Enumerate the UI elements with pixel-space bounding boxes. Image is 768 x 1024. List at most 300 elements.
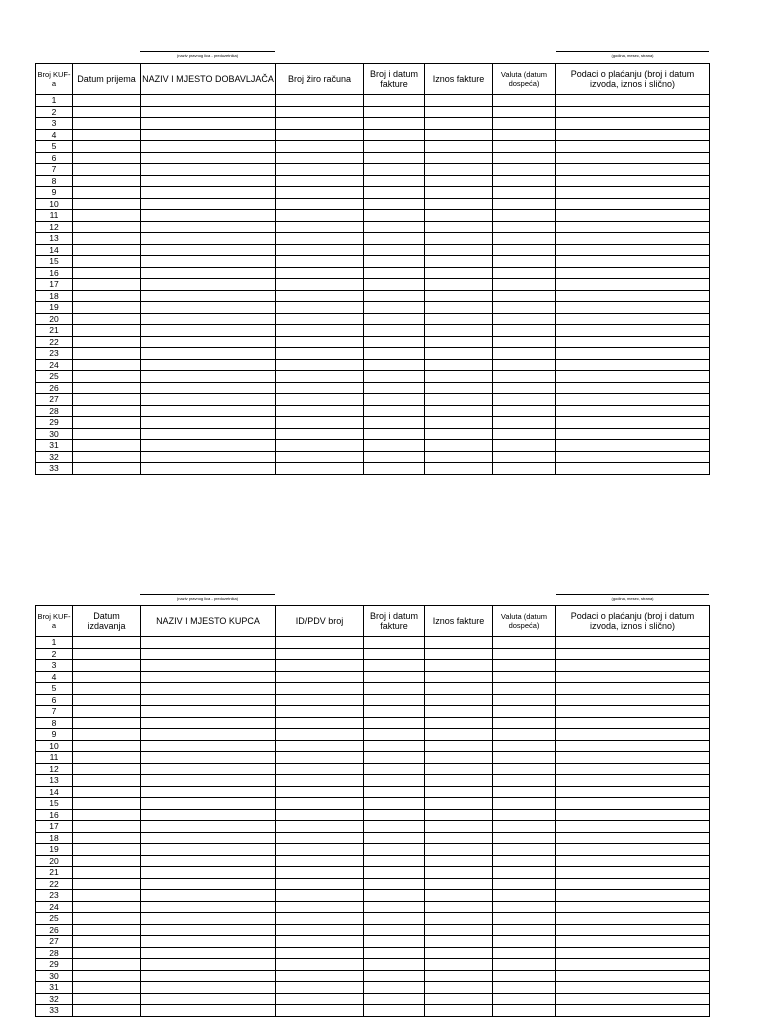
entry-cell[interactable] [493, 164, 556, 176]
entry-cell[interactable] [425, 164, 493, 176]
entry-cell[interactable] [141, 187, 276, 199]
entry-cell[interactable] [364, 993, 425, 1005]
entry-cell[interactable] [493, 821, 556, 833]
entry-cell[interactable] [73, 198, 141, 210]
entry-cell[interactable] [556, 428, 710, 440]
entry-cell[interactable] [364, 164, 425, 176]
entry-cell[interactable] [73, 867, 141, 879]
entry-cell[interactable] [556, 855, 710, 867]
entry-cell[interactable] [425, 947, 493, 959]
entry-cell[interactable] [276, 244, 364, 256]
entry-cell[interactable] [141, 878, 276, 890]
entry-cell[interactable] [276, 164, 364, 176]
entry-cell[interactable] [364, 970, 425, 982]
entry-cell[interactable] [141, 832, 276, 844]
entry-cell[interactable] [556, 336, 710, 348]
entry-cell[interactable] [556, 451, 710, 463]
entry-cell[interactable] [556, 671, 710, 683]
entry-cell[interactable] [493, 221, 556, 233]
entry-cell[interactable] [493, 95, 556, 107]
entry-cell[interactable] [141, 913, 276, 925]
entry-cell[interactable] [73, 175, 141, 187]
entry-cell[interactable] [425, 221, 493, 233]
entry-cell[interactable] [425, 924, 493, 936]
entry-cell[interactable] [276, 221, 364, 233]
entry-cell[interactable] [425, 106, 493, 118]
entry-cell[interactable] [364, 428, 425, 440]
entry-cell[interactable] [493, 417, 556, 429]
entry-cell[interactable] [493, 187, 556, 199]
entry-cell[interactable] [493, 106, 556, 118]
entry-cell[interactable] [556, 95, 710, 107]
entry-cell[interactable] [73, 129, 141, 141]
entry-cell[interactable] [493, 141, 556, 153]
entry-cell[interactable] [364, 855, 425, 867]
entry-cell[interactable] [276, 417, 364, 429]
entry-cell[interactable] [141, 336, 276, 348]
entry-cell[interactable] [141, 729, 276, 741]
entry-cell[interactable] [276, 660, 364, 672]
entry-cell[interactable] [556, 129, 710, 141]
entry-cell[interactable] [73, 348, 141, 360]
entry-cell[interactable] [425, 313, 493, 325]
entry-cell[interactable] [276, 671, 364, 683]
entry-cell[interactable] [425, 336, 493, 348]
entry-cell[interactable] [73, 671, 141, 683]
entry-cell[interactable] [276, 313, 364, 325]
entry-cell[interactable] [364, 740, 425, 752]
entry-cell[interactable] [425, 279, 493, 291]
entry-cell[interactable] [425, 463, 493, 475]
entry-cell[interactable] [73, 336, 141, 348]
entry-cell[interactable] [556, 798, 710, 810]
entry-cell[interactable] [141, 821, 276, 833]
entry-cell[interactable] [364, 394, 425, 406]
entry-cell[interactable] [364, 798, 425, 810]
entry-cell[interactable] [364, 359, 425, 371]
entry-cell[interactable] [556, 325, 710, 337]
entry-cell[interactable] [364, 382, 425, 394]
entry-cell[interactable] [364, 982, 425, 994]
entry-cell[interactable] [141, 936, 276, 948]
entry-cell[interactable] [276, 129, 364, 141]
entry-cell[interactable] [364, 451, 425, 463]
entry-cell[interactable] [493, 405, 556, 417]
entry-cell[interactable] [73, 947, 141, 959]
entry-cell[interactable] [276, 855, 364, 867]
entry-cell[interactable] [425, 129, 493, 141]
entry-cell[interactable] [425, 970, 493, 982]
entry-cell[interactable] [141, 267, 276, 279]
entry-cell[interactable] [556, 832, 710, 844]
entry-cell[interactable] [276, 798, 364, 810]
entry-cell[interactable] [556, 1005, 710, 1017]
entry-cell[interactable] [141, 752, 276, 764]
entry-cell[interactable] [425, 775, 493, 787]
entry-cell[interactable] [556, 740, 710, 752]
entry-cell[interactable] [493, 913, 556, 925]
entry-cell[interactable] [556, 706, 710, 718]
entry-cell[interactable] [73, 187, 141, 199]
entry-cell[interactable] [364, 417, 425, 429]
entry-cell[interactable] [364, 210, 425, 222]
entry-cell[interactable] [493, 451, 556, 463]
entry-cell[interactable] [493, 775, 556, 787]
entry-cell[interactable] [73, 382, 141, 394]
entry-cell[interactable] [276, 290, 364, 302]
entry-cell[interactable] [493, 786, 556, 798]
entry-cell[interactable] [276, 440, 364, 452]
entry-cell[interactable] [276, 867, 364, 879]
entry-cell[interactable] [73, 809, 141, 821]
entry-cell[interactable] [425, 417, 493, 429]
entry-cell[interactable] [276, 451, 364, 463]
entry-cell[interactable] [425, 660, 493, 672]
entry-cell[interactable] [73, 844, 141, 856]
entry-cell[interactable] [556, 786, 710, 798]
entry-cell[interactable] [556, 152, 710, 164]
entry-cell[interactable] [73, 798, 141, 810]
entry-cell[interactable] [493, 428, 556, 440]
entry-cell[interactable] [556, 141, 710, 153]
entry-cell[interactable] [556, 405, 710, 417]
entry-cell[interactable] [73, 290, 141, 302]
entry-cell[interactable] [364, 302, 425, 314]
entry-cell[interactable] [493, 694, 556, 706]
entry-cell[interactable] [425, 890, 493, 902]
entry-cell[interactable] [493, 993, 556, 1005]
entry-cell[interactable] [73, 359, 141, 371]
entry-cell[interactable] [141, 763, 276, 775]
entry-cell[interactable] [425, 152, 493, 164]
entry-cell[interactable] [141, 867, 276, 879]
entry-cell[interactable] [556, 809, 710, 821]
entry-cell[interactable] [141, 198, 276, 210]
entry-cell[interactable] [556, 348, 710, 360]
entry-cell[interactable] [73, 463, 141, 475]
entry-cell[interactable] [276, 175, 364, 187]
entry-cell[interactable] [276, 382, 364, 394]
entry-cell[interactable] [73, 313, 141, 325]
entry-cell[interactable] [364, 106, 425, 118]
entry-cell[interactable] [425, 878, 493, 890]
entry-cell[interactable] [556, 775, 710, 787]
entry-cell[interactable] [141, 279, 276, 291]
entry-cell[interactable] [493, 752, 556, 764]
entry-cell[interactable] [556, 936, 710, 948]
entry-cell[interactable] [276, 1005, 364, 1017]
entry-cell[interactable] [556, 660, 710, 672]
entry-cell[interactable] [425, 706, 493, 718]
entry-cell[interactable] [276, 844, 364, 856]
entry-cell[interactable] [364, 129, 425, 141]
entry-cell[interactable] [364, 671, 425, 683]
entry-cell[interactable] [425, 637, 493, 649]
entry-cell[interactable] [364, 809, 425, 821]
entry-cell[interactable] [556, 970, 710, 982]
entry-cell[interactable] [141, 244, 276, 256]
entry-cell[interactable] [425, 256, 493, 268]
entry-cell[interactable] [73, 302, 141, 314]
entry-cell[interactable] [493, 867, 556, 879]
entry-cell[interactable] [425, 451, 493, 463]
entry-cell[interactable] [141, 798, 276, 810]
entry-cell[interactable] [276, 970, 364, 982]
entry-cell[interactable] [73, 970, 141, 982]
entry-cell[interactable] [141, 740, 276, 752]
entry-cell[interactable] [141, 348, 276, 360]
entry-cell[interactable] [425, 855, 493, 867]
entry-cell[interactable] [276, 786, 364, 798]
entry-cell[interactable] [556, 221, 710, 233]
entry-cell[interactable] [364, 348, 425, 360]
entry-cell[interactable] [276, 233, 364, 245]
entry-cell[interactable] [364, 890, 425, 902]
entry-cell[interactable] [364, 844, 425, 856]
entry-cell[interactable] [73, 901, 141, 913]
entry-cell[interactable] [556, 210, 710, 222]
entry-cell[interactable] [556, 359, 710, 371]
entry-cell[interactable] [364, 244, 425, 256]
entry-cell[interactable] [276, 878, 364, 890]
entry-cell[interactable] [364, 95, 425, 107]
entry-cell[interactable] [73, 440, 141, 452]
entry-cell[interactable] [556, 959, 710, 971]
entry-cell[interactable] [493, 878, 556, 890]
entry-cell[interactable] [425, 371, 493, 383]
entry-cell[interactable] [556, 763, 710, 775]
entry-cell[interactable] [73, 821, 141, 833]
entry-cell[interactable] [141, 382, 276, 394]
entry-cell[interactable] [276, 187, 364, 199]
entry-cell[interactable] [364, 313, 425, 325]
entry-cell[interactable] [493, 256, 556, 268]
entry-cell[interactable] [364, 463, 425, 475]
entry-cell[interactable] [556, 279, 710, 291]
entry-cell[interactable] [141, 325, 276, 337]
entry-cell[interactable] [556, 244, 710, 256]
entry-cell[interactable] [556, 371, 710, 383]
entry-cell[interactable] [493, 671, 556, 683]
entry-cell[interactable] [425, 394, 493, 406]
entry-cell[interactable] [364, 706, 425, 718]
entry-cell[interactable] [493, 394, 556, 406]
entry-cell[interactable] [493, 233, 556, 245]
entry-cell[interactable] [73, 221, 141, 233]
entry-cell[interactable] [493, 648, 556, 660]
entry-cell[interactable] [141, 210, 276, 222]
entry-cell[interactable] [493, 855, 556, 867]
entry-cell[interactable] [556, 118, 710, 130]
entry-cell[interactable] [493, 832, 556, 844]
entry-cell[interactable] [493, 336, 556, 348]
entry-cell[interactable] [493, 798, 556, 810]
entry-cell[interactable] [141, 786, 276, 798]
entry-cell[interactable] [141, 809, 276, 821]
entry-cell[interactable] [276, 267, 364, 279]
entry-cell[interactable] [493, 809, 556, 821]
entry-cell[interactable] [73, 786, 141, 798]
entry-cell[interactable] [141, 175, 276, 187]
entry-cell[interactable] [493, 382, 556, 394]
entry-cell[interactable] [141, 129, 276, 141]
entry-cell[interactable] [425, 405, 493, 417]
entry-cell[interactable] [141, 95, 276, 107]
entry-cell[interactable] [276, 359, 364, 371]
entry-cell[interactable] [141, 359, 276, 371]
entry-cell[interactable] [276, 694, 364, 706]
entry-cell[interactable] [425, 798, 493, 810]
entry-cell[interactable] [425, 210, 493, 222]
entry-cell[interactable] [276, 302, 364, 314]
entry-cell[interactable] [364, 371, 425, 383]
entry-cell[interactable] [73, 959, 141, 971]
entry-cell[interactable] [141, 290, 276, 302]
entry-cell[interactable] [364, 752, 425, 764]
entry-cell[interactable] [364, 279, 425, 291]
entry-cell[interactable] [425, 233, 493, 245]
entry-cell[interactable] [364, 717, 425, 729]
entry-cell[interactable] [556, 821, 710, 833]
entry-cell[interactable] [141, 717, 276, 729]
entry-cell[interactable] [276, 118, 364, 130]
entry-cell[interactable] [364, 290, 425, 302]
entry-cell[interactable] [73, 648, 141, 660]
entry-cell[interactable] [73, 729, 141, 741]
entry-cell[interactable] [493, 683, 556, 695]
entry-cell[interactable] [141, 141, 276, 153]
entry-cell[interactable] [73, 267, 141, 279]
entry-cell[interactable] [364, 1005, 425, 1017]
entry-cell[interactable] [556, 463, 710, 475]
entry-cell[interactable] [493, 844, 556, 856]
entry-cell[interactable] [556, 164, 710, 176]
entry-cell[interactable] [276, 959, 364, 971]
entry-cell[interactable] [364, 648, 425, 660]
entry-cell[interactable] [73, 244, 141, 256]
entry-cell[interactable] [493, 129, 556, 141]
entry-cell[interactable] [73, 936, 141, 948]
entry-cell[interactable] [425, 118, 493, 130]
entry-cell[interactable] [141, 1005, 276, 1017]
entry-cell[interactable] [556, 256, 710, 268]
entry-cell[interactable] [73, 405, 141, 417]
entry-cell[interactable] [141, 901, 276, 913]
entry-cell[interactable] [141, 256, 276, 268]
entry-cell[interactable] [425, 244, 493, 256]
entry-cell[interactable] [141, 993, 276, 1005]
entry-cell[interactable] [364, 959, 425, 971]
entry-cell[interactable] [425, 198, 493, 210]
entry-cell[interactable] [73, 417, 141, 429]
entry-cell[interactable] [73, 118, 141, 130]
entry-cell[interactable] [493, 637, 556, 649]
entry-cell[interactable] [556, 637, 710, 649]
entry-cell[interactable] [556, 290, 710, 302]
entry-cell[interactable] [276, 371, 364, 383]
entry-cell[interactable] [73, 95, 141, 107]
entry-cell[interactable] [73, 210, 141, 222]
entry-cell[interactable] [493, 210, 556, 222]
entry-cell[interactable] [276, 729, 364, 741]
entry-cell[interactable] [493, 371, 556, 383]
entry-cell[interactable] [556, 313, 710, 325]
entry-cell[interactable] [73, 106, 141, 118]
entry-cell[interactable] [276, 256, 364, 268]
entry-cell[interactable] [276, 141, 364, 153]
entry-cell[interactable] [73, 752, 141, 764]
entry-cell[interactable] [493, 763, 556, 775]
entry-cell[interactable] [73, 637, 141, 649]
entry-cell[interactable] [276, 106, 364, 118]
entry-cell[interactable] [425, 867, 493, 879]
entry-cell[interactable] [141, 440, 276, 452]
entry-cell[interactable] [556, 417, 710, 429]
entry-cell[interactable] [141, 118, 276, 130]
entry-cell[interactable] [493, 267, 556, 279]
entry-cell[interactable] [364, 775, 425, 787]
entry-cell[interactable] [364, 118, 425, 130]
entry-cell[interactable] [425, 440, 493, 452]
entry-cell[interactable] [276, 325, 364, 337]
entry-cell[interactable] [141, 233, 276, 245]
entry-cell[interactable] [276, 821, 364, 833]
entry-cell[interactable] [73, 683, 141, 695]
entry-cell[interactable] [276, 428, 364, 440]
entry-cell[interactable] [276, 210, 364, 222]
entry-cell[interactable] [425, 359, 493, 371]
entry-cell[interactable] [276, 405, 364, 417]
entry-cell[interactable] [276, 683, 364, 695]
entry-cell[interactable] [493, 936, 556, 948]
entry-cell[interactable] [73, 428, 141, 440]
entry-cell[interactable] [493, 152, 556, 164]
entry-cell[interactable] [73, 913, 141, 925]
entry-cell[interactable] [141, 428, 276, 440]
entry-cell[interactable] [141, 683, 276, 695]
entry-cell[interactable] [425, 694, 493, 706]
entry-cell[interactable] [364, 901, 425, 913]
entry-cell[interactable] [364, 763, 425, 775]
entry-cell[interactable] [364, 267, 425, 279]
entry-cell[interactable] [141, 890, 276, 902]
entry-cell[interactable] [493, 244, 556, 256]
entry-cell[interactable] [276, 763, 364, 775]
entry-cell[interactable] [73, 660, 141, 672]
entry-cell[interactable] [425, 671, 493, 683]
entry-cell[interactable] [364, 405, 425, 417]
entry-cell[interactable] [493, 290, 556, 302]
entry-cell[interactable] [425, 325, 493, 337]
entry-cell[interactable] [276, 348, 364, 360]
entry-cell[interactable] [364, 325, 425, 337]
entry-cell[interactable] [425, 95, 493, 107]
entry-cell[interactable] [141, 947, 276, 959]
entry-cell[interactable] [73, 1005, 141, 1017]
entry-cell[interactable] [276, 993, 364, 1005]
entry-cell[interactable] [425, 302, 493, 314]
entry-cell[interactable] [425, 786, 493, 798]
entry-cell[interactable] [425, 844, 493, 856]
entry-cell[interactable] [141, 648, 276, 660]
entry-cell[interactable] [276, 95, 364, 107]
entry-cell[interactable] [364, 198, 425, 210]
entry-cell[interactable] [425, 821, 493, 833]
entry-cell[interactable] [141, 982, 276, 994]
entry-cell[interactable] [141, 221, 276, 233]
entry-cell[interactable] [364, 913, 425, 925]
entry-cell[interactable] [73, 706, 141, 718]
